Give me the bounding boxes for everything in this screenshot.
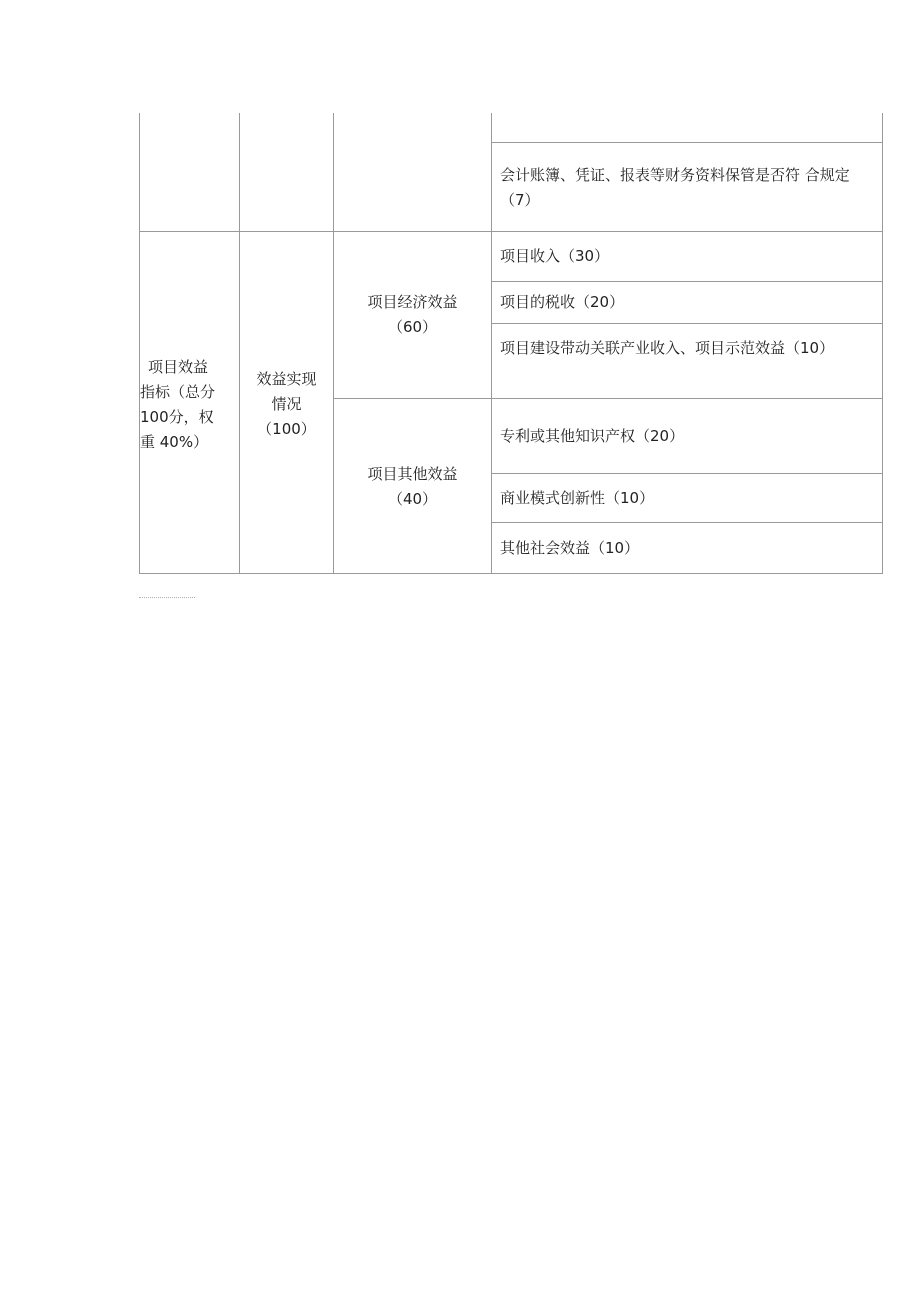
table-divider-col3	[491, 113, 492, 574]
group-label-line: （60）	[387, 318, 438, 336]
row-divider	[491, 522, 883, 523]
table-cell-item: 项目收入（30）	[500, 247, 610, 265]
row-divider	[491, 473, 883, 474]
table-cell-item: 商业模式创新性（10）	[500, 489, 655, 507]
status-line: 情况	[271, 395, 302, 413]
group-divider	[333, 398, 883, 399]
table-cell-other-benefit	[334, 462, 491, 512]
table-cell-benefit-status	[240, 367, 333, 442]
group-label-line: 项目其他效益	[367, 465, 458, 483]
table-cell-item: 项目的税收（20）	[500, 293, 625, 311]
indicator-line: 100分，权	[140, 408, 214, 426]
group-label-line: 项目经济效益	[367, 293, 458, 311]
status-line: 效益实现	[256, 370, 317, 388]
indicator-line: 重 40%）	[140, 433, 209, 451]
status-line: （100）	[257, 420, 316, 438]
section-divider	[139, 231, 883, 232]
table-cell-benefit-indicator	[140, 355, 238, 455]
row-divider	[491, 281, 883, 282]
table-border-bottom	[139, 573, 883, 574]
row-divider	[491, 323, 883, 324]
footnote-rule	[139, 597, 195, 599]
table-cell-item: 专利或其他知识产权（20）	[500, 427, 685, 445]
table-cell-record-keeping: 会计账簿、凭证、报表等财务资料保管是否符 合规定（7）	[500, 166, 850, 209]
table-cell-item: 项目建设带动关联产业收入、项目示范效益（10）	[500, 339, 835, 357]
row-divider	[491, 142, 883, 143]
table-border-right	[882, 113, 883, 574]
table-divider-col1	[239, 113, 240, 574]
table-cell-item: 其他社会效益（10）	[500, 539, 640, 557]
indicator-line: 指标（总分	[140, 383, 216, 401]
table-cell-economic-benefit	[334, 290, 491, 340]
indicator-line: 项目效益	[148, 358, 209, 376]
table-border-left	[139, 113, 140, 574]
group-label-line: （40）	[387, 490, 438, 508]
